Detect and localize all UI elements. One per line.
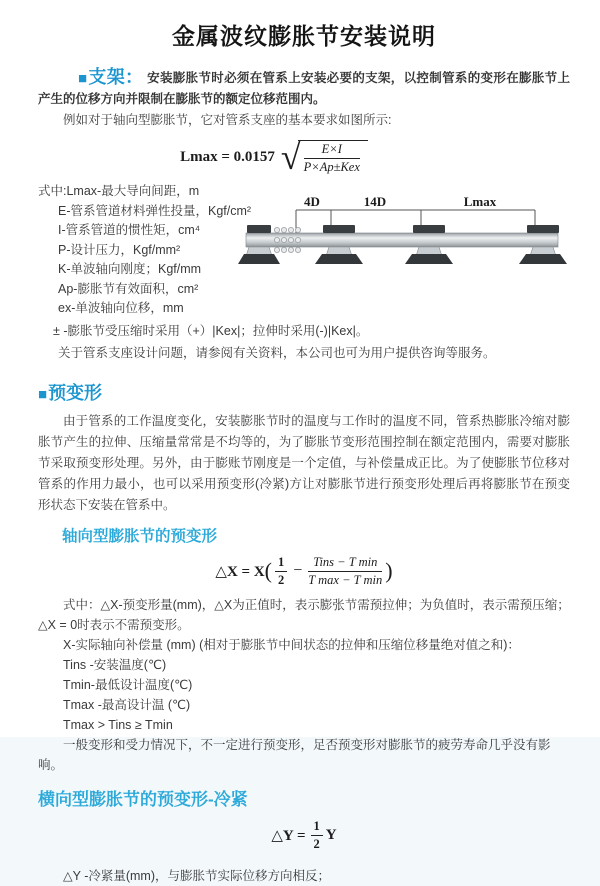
radical-sign-icon: √	[280, 137, 301, 178]
pipe-support-diagram	[244, 196, 597, 293]
fraction-denominator: 2	[278, 572, 285, 587]
axial-note-line: Tmax -最高设计温 (℃)	[63, 697, 191, 712]
axial-predeform-formula	[38, 555, 570, 588]
predeform-paragraph: 由于管系的工作温度变化，安装膨胀节时的温度与工作时的温度不同，管系热膨胀冷缩对膨胀节产生的拉伸、压缩量常常是不均等的，为了膨胀节变形范围控制在额定范围内，需要对膨胀节采取预变形处理。另外，由于膨账节刚度是一个定值，与补偿量成正比。为了使膨胀节位移对管系的作用力最小，也可以采用预变形(冷紧)方让对膨胀节进行预变形处理后再将膨胀节在预变形状态下安装在管系中。	[38, 413, 570, 512]
axial-note-line: Tmin-最低设计温度(℃)	[63, 677, 193, 692]
consult-note: 关于管系支座设计问题，请参阅有关资料，本公司也可为用户提供咨询等服务。	[58, 345, 496, 360]
temperature-fraction	[308, 555, 382, 588]
lateral-formula-rhs: Y	[325, 826, 337, 843]
definition-line: Ap-膨胀节有效面积，cm²	[58, 281, 199, 296]
definition-line: P-设计压力，Kgf/mm²	[58, 242, 181, 257]
plus-minus-note: ± -膨胀节受压缩时采用（+）|Kex|；拉伸时采用(-)|Kex|。	[53, 323, 369, 338]
axial-formula-lhs: △X = X	[215, 563, 265, 580]
axial-note-line: Tins -安装温度(℃)	[63, 657, 167, 672]
formula-lhs: Lmax = 0.0157	[180, 149, 275, 165]
root-numerator: E×I	[304, 142, 360, 159]
definition-line: I-管系管道的惯性矩，cm⁴	[58, 223, 201, 237]
support-example-line: 例如对于轴向型膨胀节，它对管系支座的基本要求如图所示:	[63, 113, 392, 127]
one-half-fraction	[275, 555, 287, 588]
fraction-numerator: 1	[311, 819, 323, 836]
support-section-header	[78, 67, 143, 87]
axial-note-line: 式中：△X-预变形量(mm)，△X为正值时，表示膨张节需预拉伸；为负值时，表示需预压缩；△X = 0时表示不需预变形。	[38, 597, 570, 632]
definition-line: 式中:Lmax-最大导向间距，m	[38, 184, 200, 198]
axial-note-line: X-实际轴向补偿量 (mm) (相对于膨胀节中间状态的拉伸和压缩位移量绝对值之和)：	[63, 637, 520, 652]
definition-line: K-单波轴向刚度；Kgf/mm	[58, 262, 202, 276]
support-intro-paragraph	[38, 67, 570, 110]
minus-operator: −	[293, 562, 303, 579]
section-bullet-icon: ■	[38, 385, 48, 403]
lateral-formula-lhs: △Y =	[271, 827, 306, 844]
support-intro-text: 安装膨胀节时必须在管系上安装必要的支架，以控制管系的变形在膨胀节上产生的位移方向并限制在膨胀节的额定位移范围内。	[38, 71, 570, 106]
dim-label-lmax: Lmax	[463, 194, 497, 209]
left-paren: (	[264, 558, 272, 583]
axial-note-line: 一般变形和受力情况下，不一定进行预变形，足否预变形对膨胀节的疲劳寿命几乎没有影响。	[38, 737, 551, 772]
root-denominator: P×Ap±Kex	[303, 160, 360, 174]
definition-line: E-管系管道材料弹性投量，Kgf/cm²	[58, 203, 252, 218]
square-root	[280, 137, 368, 178]
section-bullet-icon: ■	[78, 70, 88, 87]
fraction-numerator: Tins − T min	[308, 555, 382, 572]
axial-predeform-heading: 轴向型膨胀节的预变形	[62, 527, 218, 545]
doc-title: 金属波纹膨胀节安装说明	[172, 23, 436, 49]
fraction-numerator: 1	[275, 555, 287, 572]
predeform-section-header	[38, 379, 570, 405]
lateral-predeform-formula	[38, 819, 570, 852]
fraction-denominator: 2	[313, 836, 320, 851]
right-paren: )	[385, 558, 393, 583]
one-half-fraction	[311, 819, 323, 852]
predeform-section-title: 预变形	[48, 382, 103, 403]
guide-spacing-formula	[38, 137, 510, 178]
axial-note-line: Tmax > Tins ≥ Tmin	[63, 717, 173, 732]
dim-label-14d: 14D	[363, 194, 387, 209]
root-fraction	[298, 140, 368, 175]
definition-line: ex-单波轴向位移，mm	[58, 301, 184, 315]
dim-label-4d: 4D	[304, 194, 320, 209]
lateral-predeform-heading: 横向型膨胀节的预变形-冷紧	[38, 789, 248, 809]
lateral-note-line: △Y -冷紧量(mm)，与膨胀节实际位移方向相反；	[63, 868, 331, 883]
fraction-denominator: T max − T min	[308, 572, 383, 587]
support-section-title: 支架：	[88, 67, 144, 87]
